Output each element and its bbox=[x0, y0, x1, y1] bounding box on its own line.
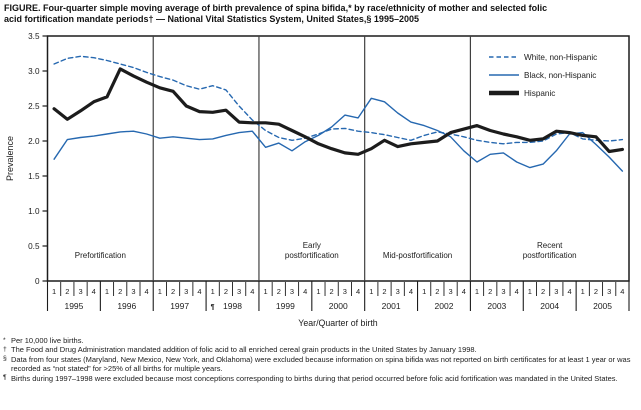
quarter-cell-label: 4 bbox=[620, 287, 625, 296]
quarter-cell-label: 3 bbox=[289, 287, 295, 296]
quarter-cell-label: 1 bbox=[104, 287, 110, 296]
quarter-cell-label: 4 bbox=[408, 287, 414, 296]
quarter-cell-label: 3 bbox=[131, 287, 136, 296]
quarter-cell-label: 4 bbox=[461, 287, 466, 296]
year-label: 1996 bbox=[117, 301, 137, 311]
figure-title-line-1: FIGURE. Four-quarter simple moving average of birth prevalence of spina bifida,* by race/ethnicity of mother and selected folic bbox=[4, 3, 548, 13]
year-label: 2000 bbox=[328, 301, 348, 311]
y-axis-tick-label: 1.0 bbox=[28, 207, 40, 216]
quarter-cell-label: 1 bbox=[263, 287, 268, 296]
year-label: 2002 bbox=[434, 301, 454, 311]
quarter-cell-label: 2 bbox=[541, 287, 546, 296]
year-label: 1999 bbox=[275, 301, 295, 311]
quarter-cell-label: 1 bbox=[580, 287, 585, 296]
y-axis-tick-label: 3.5 bbox=[28, 32, 40, 41]
period-label: Recent bbox=[537, 241, 563, 250]
quarter-cell-label: 1 bbox=[422, 287, 427, 296]
period-label: postfortification bbox=[522, 251, 577, 260]
period-label: Mid-postfortification bbox=[382, 251, 453, 260]
quarter-cell-label: 4 bbox=[197, 287, 202, 296]
series-line-white-non-hispanic bbox=[54, 56, 622, 144]
footnote-excluded-states bbox=[3, 355, 638, 374]
quarter-cell-label: 2 bbox=[435, 287, 440, 296]
quarter-cell-label: 1 bbox=[157, 287, 162, 296]
year-label: 2005 bbox=[593, 301, 613, 311]
year-label: 2001 bbox=[381, 301, 401, 311]
quarter-cell-label: 1 bbox=[369, 287, 374, 296]
figure-title-line-2: acid fortification mandate periods† — National Vital Statistics System, United States,§ 1995–2005 bbox=[4, 14, 419, 24]
quarter-cell-label: 2 bbox=[593, 287, 599, 296]
period-label: Prefortification bbox=[74, 251, 126, 260]
footnote-marker: † bbox=[3, 345, 7, 353]
footnote-text: The Food and Drug Administration mandated addition of folic acid to all enriched cereal grain products in the United States by January 1998. bbox=[11, 345, 477, 355]
footnote-marker: ¶ bbox=[3, 374, 7, 382]
period-label: Early bbox=[302, 241, 321, 250]
footnote-per-10000 bbox=[3, 336, 638, 345]
y-axis-tick-label: 0.5 bbox=[28, 242, 40, 251]
legend-label: Hispanic bbox=[524, 89, 556, 98]
quarter-cell-label: 2 bbox=[382, 287, 387, 296]
footnotes bbox=[3, 336, 638, 383]
year-label: 1997 bbox=[170, 301, 190, 311]
legend-label: White, non-Hispanic bbox=[524, 53, 598, 62]
legend-label: Black, non-Hispanic bbox=[524, 71, 597, 80]
year-label: 2003 bbox=[487, 301, 507, 311]
quarter-cell-label: 1 bbox=[52, 287, 57, 296]
quarter-cell-label: 3 bbox=[184, 287, 189, 296]
footnote-marker: * bbox=[3, 336, 6, 344]
y-axis-tick-label: 1.5 bbox=[28, 172, 40, 181]
quarter-cell-label: 3 bbox=[342, 287, 347, 296]
quarter-cell-label: 4 bbox=[514, 287, 519, 296]
y-axis-tick-label: 0 bbox=[34, 277, 40, 286]
quarter-cell-label: 1 bbox=[316, 287, 321, 296]
quarter-cell-label: 2 bbox=[170, 287, 176, 296]
quarter-cell-label: 3 bbox=[554, 287, 559, 296]
quarter-cell-label: 3 bbox=[395, 287, 400, 296]
period-label: postfortification bbox=[284, 251, 339, 260]
quarter-cell-label: 2 bbox=[488, 287, 493, 296]
quarter-cell-label: 4 bbox=[303, 287, 308, 296]
y-axis-tick-label: 3.0 bbox=[28, 67, 40, 76]
excluded-year-pilcrow: ¶ bbox=[210, 304, 215, 311]
quarter-cell-label: 1 bbox=[210, 287, 215, 296]
quarter-cell-label: 3 bbox=[448, 287, 453, 296]
footnote-text: Data from four states (Maryland, New Mexico, New York, and Oklahoma) were excluded because information on spina bifida was not reported on birth certificates for at least 1 year or was recorded as “not stated” for >25% of all births for multiple years. bbox=[11, 354, 631, 374]
quarter-cell-label: 4 bbox=[144, 287, 149, 296]
quarter-cell-label: 2 bbox=[223, 287, 229, 296]
footnote-marker: § bbox=[3, 355, 7, 363]
series-line-hispanic bbox=[54, 69, 622, 154]
quarter-cell-label: 2 bbox=[118, 287, 123, 296]
year-label: 1998 bbox=[223, 301, 242, 311]
quarter-cell-label: 2 bbox=[329, 287, 334, 296]
quarter-cell-label: 4 bbox=[250, 287, 255, 296]
footnote-fda-mandate bbox=[3, 345, 638, 354]
quarter-cell-label: 1 bbox=[474, 287, 480, 296]
x-axis-title: Year/Quarter of birth bbox=[298, 318, 378, 328]
footnote-text: Births during 1997–1998 were excluded because most conceptions corresponding to births during that period occurred before folic acid fortification was mandated in the United States. bbox=[11, 373, 618, 383]
quarter-cell-label: 3 bbox=[607, 287, 612, 296]
quarter-cell-label: 4 bbox=[91, 287, 96, 296]
footnote-excluded-births bbox=[3, 374, 638, 383]
y-axis-tick-label: 2.5 bbox=[28, 102, 40, 111]
quarter-cell-label: 1 bbox=[527, 287, 532, 296]
quarter-cell-label: 2 bbox=[276, 287, 281, 296]
footnote-text: Per 10,000 live births. bbox=[11, 336, 84, 345]
quarter-cell-label: 3 bbox=[78, 287, 83, 296]
y-axis-tick-label: 2.0 bbox=[28, 137, 40, 146]
series-line-black-non-hispanic bbox=[54, 98, 622, 171]
y-axis-title: Prevalence bbox=[5, 135, 15, 182]
quarter-cell-label: 4 bbox=[355, 287, 361, 296]
year-label: 1995 bbox=[64, 301, 84, 311]
quarter-cell-label: 4 bbox=[567, 287, 572, 296]
quarter-cell-label: 3 bbox=[237, 287, 242, 296]
quarter-cell-label: 3 bbox=[501, 287, 506, 296]
quarter-cell-label: 2 bbox=[65, 287, 70, 296]
year-label: 2004 bbox=[540, 301, 560, 311]
